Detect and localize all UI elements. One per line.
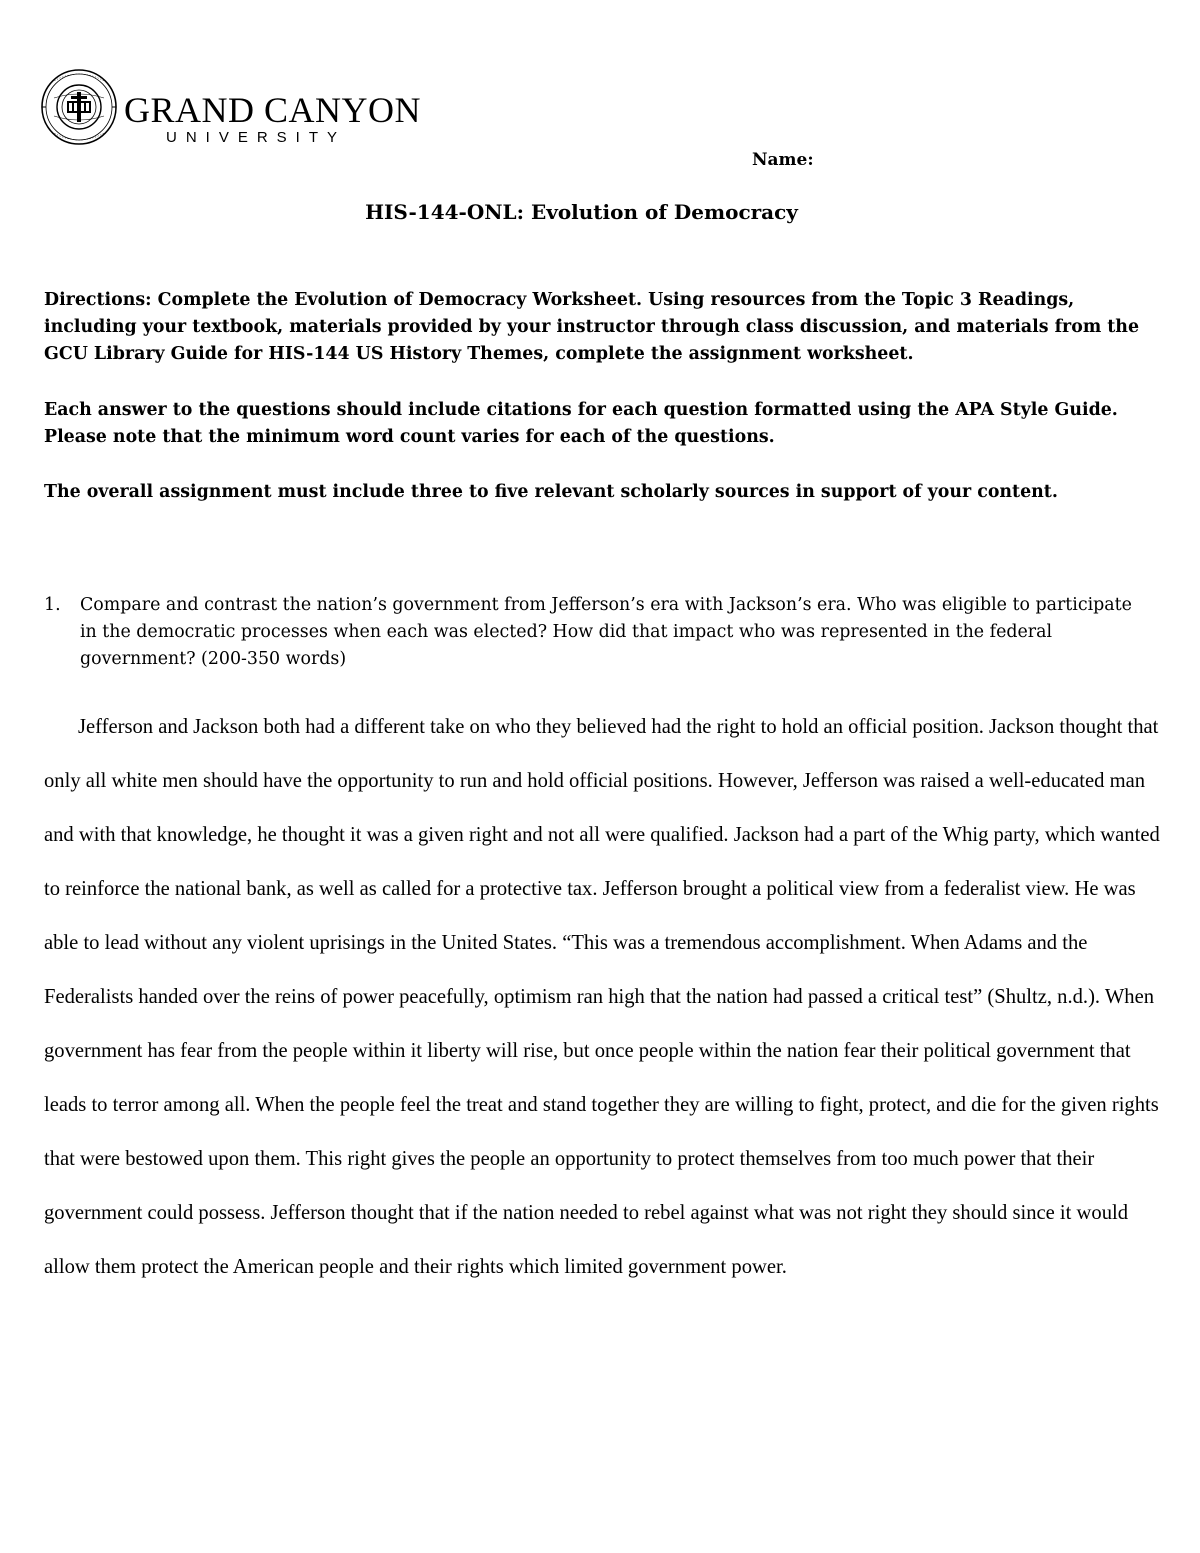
directions-paragraph: Directions: Complete the Evolution of Democracy Worksheet. Using resources from the Topic 3 Readings, including your textbook, materials provided by your instructor through class discussion, and materials from the GCU Library Guide for HIS-144 US History Themes, complete the assignment worksheet. [44, 290, 1140, 364]
citation-instructions-paragraph: Each answer to the questions should include citations for each question formatted using the APA Style Guide. Please note that the minimum word count varies for each of the questions. [44, 400, 1118, 447]
university-logo [40, 68, 422, 150]
logo-wordmark-university: UNIVERSITY [166, 129, 347, 146]
question-item [44, 592, 1154, 673]
question-text: Compare and contrast the nation’s government from Jefferson’s era with Jackson’s era. Who was eligible to participate in the democratic processes when each was elected? How did that impact who was represented in the federal government? (200-350 words) [80, 595, 1132, 669]
answer-paragraph: Jefferson and Jackson both had a different take on who they believed had the right to hold an official position. Jackson thought that only all white men should have the opportunity to run and hold official positions. However, Jefferson was raised a well-educated man and with that knowledge, he thought it was a given right and not all were qualified. Jackson had a part of the Whig party, which wanted to reinforce the national bank, as well as called for a protective tax. Jefferson brought a political view from a federalist view. He was able to lead without any violent uprisings in the United States. “This was a tremendous accomplishment. When Adams and the Federalists handed over the reins of power peacefully, optimism ran high that the nation had passed a critical test” (Shultz, n.d.). When government has fear from the people within it liberty will rise, but once people within the nation fear their political government that leads to terror among all. When the people feel the treat and stand together they are willing to fight, protect, and die for the given rights that were bestowed upon them. This right gives the people an opportunity to protect themselves from too much power that their government could possess. Jefferson thought that if the nation needed to rebel against what was not right they should since it would allow them protect the American people and their rights which limited government power. [44, 716, 1160, 1278]
university-seal-icon [40, 68, 118, 146]
sources-requirement-paragraph: The overall assignment must include three to five relevant scholarly sources in support of your content. [44, 482, 1058, 502]
question-number: 1. [44, 595, 61, 615]
logo-wordmark-grand-canyon: GRAND CANYON [124, 90, 422, 130]
student-name-label: Name: [752, 150, 814, 170]
document-title: HIS-144-ONL: Evolution of Democracy [365, 200, 798, 224]
